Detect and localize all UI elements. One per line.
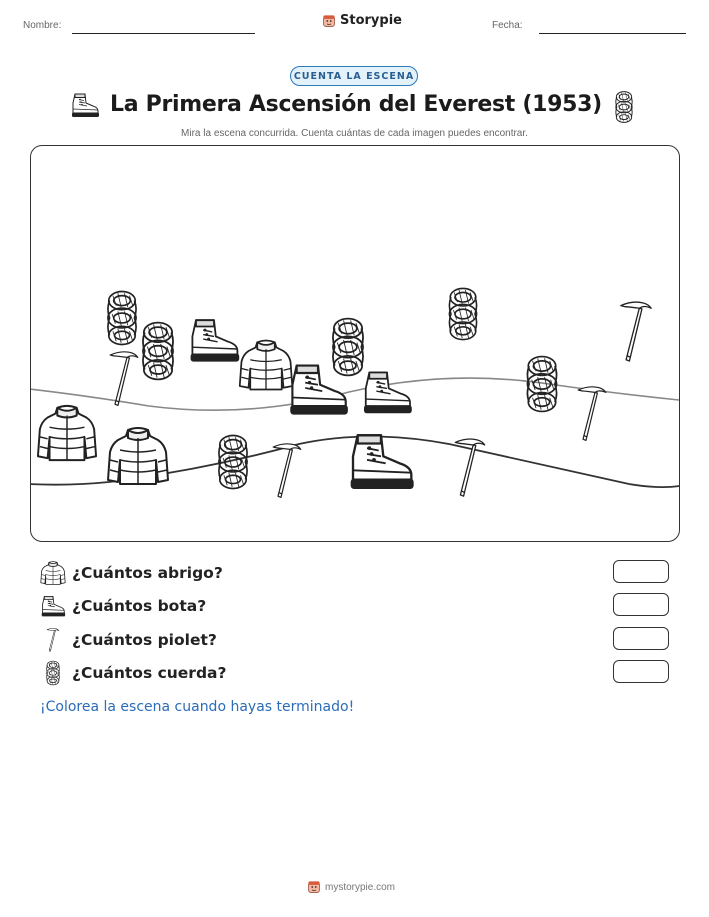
question-row-rope xyxy=(40,660,227,686)
footer-url[interactable]: mystorypie.com xyxy=(325,881,396,893)
rope-icon xyxy=(612,90,636,124)
brand-name: Storypie xyxy=(340,13,402,28)
coloring-instruction: ¡Colorea la escena cuando hayas terminado! xyxy=(40,699,355,715)
boot-icon xyxy=(70,92,100,118)
jacket-icon xyxy=(38,406,96,460)
question-text: ¿Cuántos piolet? xyxy=(72,631,217,649)
brand-logo xyxy=(322,13,402,28)
question-row-ice-axe xyxy=(40,627,217,653)
question-text: ¿Cuántos abrigo? xyxy=(72,564,223,582)
rope-icon xyxy=(450,289,477,340)
jacket-icon xyxy=(40,560,66,586)
ice-axe-icon xyxy=(456,439,485,496)
page-subtitle: Mira la escena concurrida. Cuenta cuántas de cada imagen puedes encontrar. xyxy=(181,128,528,139)
ice-axe-icon xyxy=(274,444,302,498)
boot-icon xyxy=(352,436,413,489)
answer-box-rope[interactable] xyxy=(613,660,669,683)
rope-icon xyxy=(528,357,557,412)
ice-axe-icon xyxy=(621,302,651,361)
back-hill-line xyxy=(30,378,679,410)
jacket-icon xyxy=(240,341,293,390)
boot-icon xyxy=(192,321,239,362)
rope-icon xyxy=(40,660,66,686)
page-title: La Primera Ascensión del Everest (1953) xyxy=(110,92,602,117)
activity-badge: CUENTA LA ESCENA xyxy=(290,66,418,86)
answer-box-jacket[interactable] xyxy=(613,560,669,583)
storypie-logo-icon xyxy=(322,14,336,28)
question-text: ¿Cuántos cuerda? xyxy=(72,664,227,682)
ice-axe-icon xyxy=(111,352,139,406)
question-text: ¿Cuántos bota? xyxy=(72,597,207,615)
ice-axe-icon xyxy=(579,387,607,441)
jacket-icon xyxy=(108,428,168,484)
rope-icon xyxy=(333,319,363,376)
ice-axe-icon xyxy=(40,627,66,653)
boot-icon xyxy=(365,373,411,413)
question-row-boot xyxy=(40,593,206,619)
date-field-line[interactable] xyxy=(539,33,686,34)
rope-icon xyxy=(108,292,136,345)
date-label: Fecha: xyxy=(492,20,523,31)
answer-box-boot[interactable] xyxy=(613,593,669,616)
storypie-logo-icon xyxy=(307,880,321,894)
name-label: Nombre: xyxy=(23,20,62,31)
boot-icon xyxy=(40,593,66,619)
rope-icon xyxy=(143,323,173,380)
footer xyxy=(307,880,395,894)
counting-scene xyxy=(30,145,680,542)
answer-box-ice-axe[interactable] xyxy=(613,627,669,650)
name-field-line[interactable] xyxy=(72,33,255,34)
question-row-jacket xyxy=(40,560,223,586)
